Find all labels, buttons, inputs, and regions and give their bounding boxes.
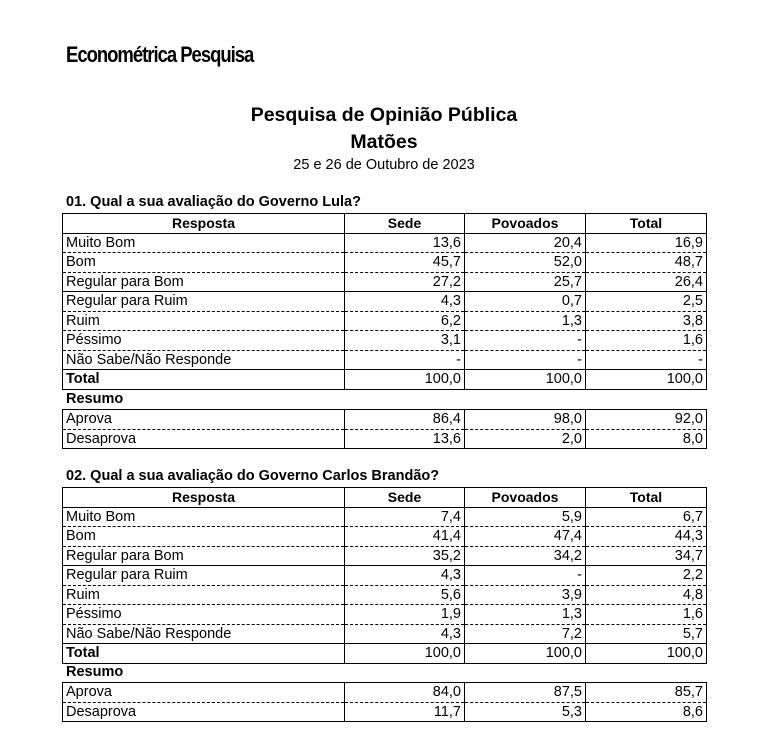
cell-sede: 86,4 [345, 410, 465, 430]
header-sede: Sede [345, 488, 465, 508]
cell-povoados: - [465, 331, 586, 351]
cell-total: 44,3 [586, 527, 707, 547]
resumo-2-label: Resumo [66, 664, 124, 680]
table-row [63, 410, 707, 430]
row-label: Aprova [63, 410, 345, 430]
cell-sede: 13,6 [345, 233, 465, 253]
resumo-1-label: Resumo [66, 391, 124, 407]
resumo-2-table [62, 682, 707, 722]
row-label: Desaprova [63, 429, 345, 449]
question-2-title: 02. Qual a sua avaliação do Governo Carlos Brandão? [66, 468, 440, 484]
table-row [63, 311, 707, 331]
cell-sede: 5,6 [345, 585, 465, 605]
total-label: Total [63, 644, 345, 664]
row-label: Péssimo [63, 605, 345, 625]
cell-sede: 45,7 [345, 253, 465, 273]
cell-sede: 7,4 [345, 507, 465, 527]
row-label: Regular para Bom [63, 546, 345, 566]
cell-sede: - [345, 350, 465, 370]
table-row [63, 429, 707, 449]
cell-total: 48,7 [586, 253, 707, 273]
cell-povoados: 25,7 [465, 272, 586, 292]
row-label: Ruim [63, 311, 345, 331]
cell-sede: 4,3 [345, 292, 465, 312]
header-total: Total [586, 214, 707, 234]
table-row [63, 233, 707, 253]
total-total: 100,0 [586, 370, 707, 390]
cell-sede: 13,6 [345, 429, 465, 449]
cell-povoados: 87,5 [465, 683, 586, 703]
cell-povoados: 52,0 [465, 253, 586, 273]
header-resposta: Resposta [63, 488, 345, 508]
cell-total: 3,8 [586, 311, 707, 331]
cell-sede: 11,7 [345, 702, 465, 722]
cell-povoados: 5,9 [465, 507, 586, 527]
table-row [63, 702, 707, 722]
page-title: Pesquisa de Opinião Pública [250, 104, 518, 126]
row-label: Não Sabe/Não Responde [63, 624, 345, 644]
row-label: Muito Bom [63, 507, 345, 527]
cell-total: 1,6 [586, 331, 707, 351]
row-label: Desaprova [63, 702, 345, 722]
cell-povoados: 47,4 [465, 527, 586, 547]
cell-total: 8,0 [586, 429, 707, 449]
cell-total: 26,4 [586, 272, 707, 292]
cell-povoados: 98,0 [465, 410, 586, 430]
table-row [63, 585, 707, 605]
row-label: Não Sabe/Não Responde [63, 350, 345, 370]
table-row [63, 331, 707, 351]
cell-total: 1,6 [586, 605, 707, 625]
total-povoados: 100,0 [465, 644, 586, 664]
header-resposta: Resposta [63, 214, 345, 234]
cell-total: 2,2 [586, 566, 707, 586]
total-povoados: 100,0 [465, 370, 586, 390]
row-label: Aprova [63, 683, 345, 703]
page-subtitle: Matões [350, 131, 418, 153]
header-total: Total [586, 488, 707, 508]
cell-total: 16,9 [586, 233, 707, 253]
table-row [63, 566, 707, 586]
table-row [63, 292, 707, 312]
table-row [63, 683, 707, 703]
row-label: Regular para Bom [63, 272, 345, 292]
cell-povoados: 3,9 [465, 585, 586, 605]
row-label: Regular para Ruim [63, 292, 345, 312]
table-row [63, 527, 707, 547]
cell-povoados: 1,3 [465, 311, 586, 331]
cell-povoados: - [465, 350, 586, 370]
row-label: Ruim [63, 585, 345, 605]
table-row [63, 272, 707, 292]
table-row [63, 253, 707, 273]
cell-sede: 35,2 [345, 546, 465, 566]
total-total: 100,0 [586, 644, 707, 664]
cell-povoados: 2,0 [465, 429, 586, 449]
resumo-1-table [62, 409, 707, 449]
header-sede: Sede [345, 214, 465, 234]
brand-logo: Econométrica Pesquisa [66, 42, 254, 67]
cell-povoados: 7,2 [465, 624, 586, 644]
table-row [63, 350, 707, 370]
table-header-row [63, 214, 707, 234]
cell-sede: 4,3 [345, 566, 465, 586]
cell-total: 34,7 [586, 546, 707, 566]
question-1-title: 01. Qual a sua avaliação do Governo Lula? [66, 194, 361, 210]
question-1-table [62, 213, 707, 390]
cell-povoados: 20,4 [465, 233, 586, 253]
header-povoados: Povoados [465, 488, 586, 508]
cell-total: 6,7 [586, 507, 707, 527]
table-row [63, 624, 707, 644]
cell-sede: 1,9 [345, 605, 465, 625]
table-row [63, 507, 707, 527]
total-sede: 100,0 [345, 644, 465, 664]
survey-date: 25 e 26 de Outubro de 2023 [293, 157, 475, 173]
cell-sede: 4,3 [345, 624, 465, 644]
row-label: Bom [63, 527, 345, 547]
row-label: Bom [63, 253, 345, 273]
cell-total: 8,6 [586, 702, 707, 722]
cell-sede: 6,2 [345, 311, 465, 331]
row-label: Regular para Ruim [63, 566, 345, 586]
cell-povoados: - [465, 566, 586, 586]
cell-total: 4,8 [586, 585, 707, 605]
cell-total: 2,5 [586, 292, 707, 312]
cell-povoados: 5,3 [465, 702, 586, 722]
cell-sede: 84,0 [345, 683, 465, 703]
cell-sede: 41,4 [345, 527, 465, 547]
row-label: Muito Bom [63, 233, 345, 253]
total-row [63, 644, 707, 664]
cell-sede: 27,2 [345, 272, 465, 292]
cell-total: - [586, 350, 707, 370]
cell-povoados: 0,7 [465, 292, 586, 312]
question-2-table [62, 487, 707, 664]
header-povoados: Povoados [465, 214, 586, 234]
cell-sede: 3,1 [345, 331, 465, 351]
cell-total: 5,7 [586, 624, 707, 644]
table-header-row [63, 488, 707, 508]
cell-total: 85,7 [586, 683, 707, 703]
cell-total: 92,0 [586, 410, 707, 430]
cell-povoados: 1,3 [465, 605, 586, 625]
row-label: Péssimo [63, 331, 345, 351]
total-sede: 100,0 [345, 370, 465, 390]
table-row [63, 546, 707, 566]
cell-povoados: 34,2 [465, 546, 586, 566]
total-row [63, 370, 707, 390]
table-row [63, 605, 707, 625]
total-label: Total [63, 370, 345, 390]
